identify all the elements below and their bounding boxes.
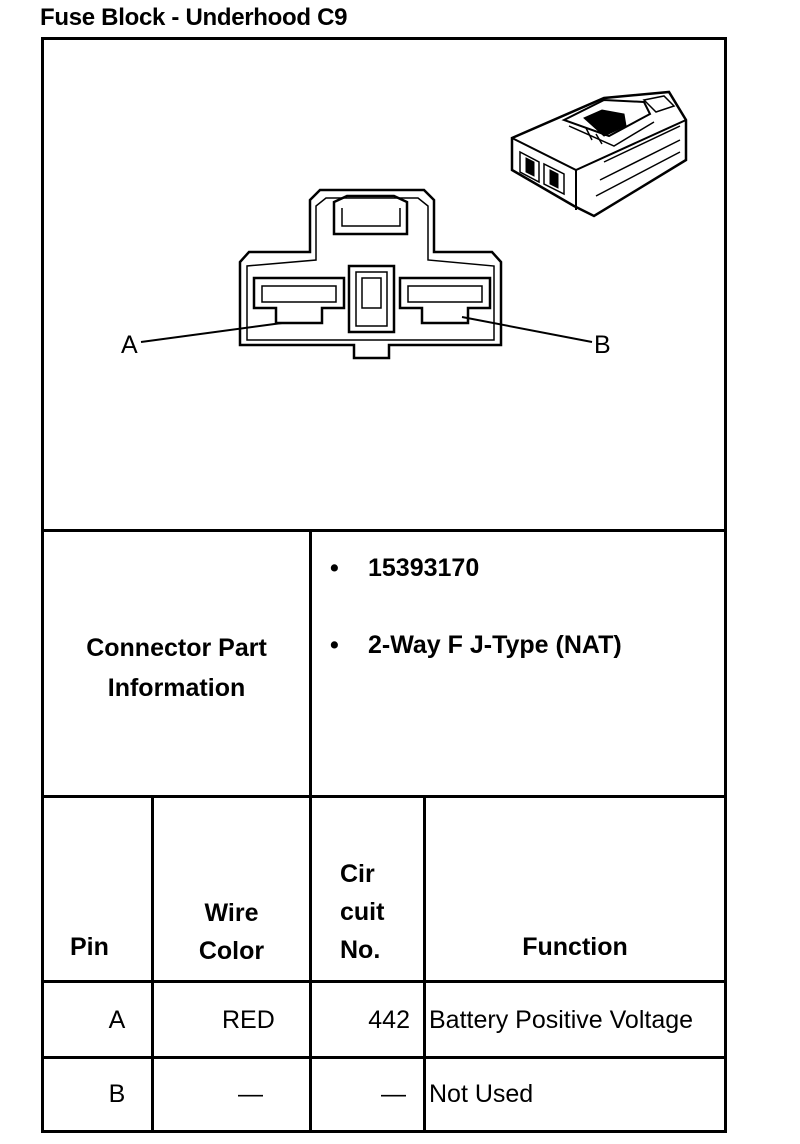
header-circuit-line3: No. bbox=[340, 936, 381, 964]
leader-line-a bbox=[141, 323, 282, 342]
row-a-wire-color: RED bbox=[222, 1006, 275, 1034]
divider bbox=[41, 1056, 727, 1059]
row-a-function: Battery Positive Voltage bbox=[429, 1006, 694, 1034]
pin-label-b: B bbox=[594, 331, 611, 359]
row-b-wire-color: — bbox=[238, 1080, 263, 1108]
row-b-circuit: — bbox=[381, 1080, 406, 1108]
header-wire-color bbox=[154, 894, 309, 970]
row-b-function: Not Used bbox=[429, 1080, 534, 1108]
connector-info-label-line2: Information bbox=[107, 674, 246, 702]
header-pin: Pin bbox=[70, 933, 109, 961]
header-wire-color-line2: Color bbox=[198, 937, 265, 965]
header-circuit-line1: Cir bbox=[340, 860, 375, 888]
cavity-b bbox=[400, 278, 490, 323]
header-wire-color-line1: Wire bbox=[204, 899, 259, 927]
connector-type-bullet bbox=[330, 631, 622, 660]
divider bbox=[41, 795, 727, 798]
connector-isometric bbox=[512, 92, 686, 216]
header-function: Function bbox=[522, 933, 628, 961]
connector-face-inner bbox=[247, 198, 494, 340]
bullet-icon: • bbox=[330, 554, 339, 582]
connector-diagram bbox=[44, 40, 724, 530]
pin-label-a: A bbox=[121, 331, 138, 359]
bullet-icon: • bbox=[330, 631, 339, 659]
part-number: 15393170 bbox=[368, 554, 480, 582]
divider bbox=[423, 798, 426, 1132]
divider bbox=[41, 1130, 727, 1133]
connector-info-label-line1: Connector Part bbox=[86, 634, 267, 662]
connector-info-label bbox=[44, 628, 309, 708]
divider bbox=[41, 980, 727, 983]
leader-line-b bbox=[462, 317, 592, 342]
row-b-pin: B bbox=[108, 1080, 126, 1108]
connector-latch bbox=[334, 196, 407, 234]
row-a-pin: A bbox=[108, 1006, 126, 1034]
cavity-a bbox=[254, 278, 344, 323]
divider bbox=[309, 532, 312, 1132]
page-title: Fuse Block - Underhood C9 bbox=[40, 4, 348, 31]
header-circuit bbox=[340, 855, 384, 969]
connector-type: 2-Way F J-Type (NAT) bbox=[368, 631, 622, 659]
part-number-bullet bbox=[330, 554, 479, 583]
row-a-circuit: 442 bbox=[368, 1006, 410, 1034]
header-circuit-line2: cuit bbox=[340, 898, 385, 926]
